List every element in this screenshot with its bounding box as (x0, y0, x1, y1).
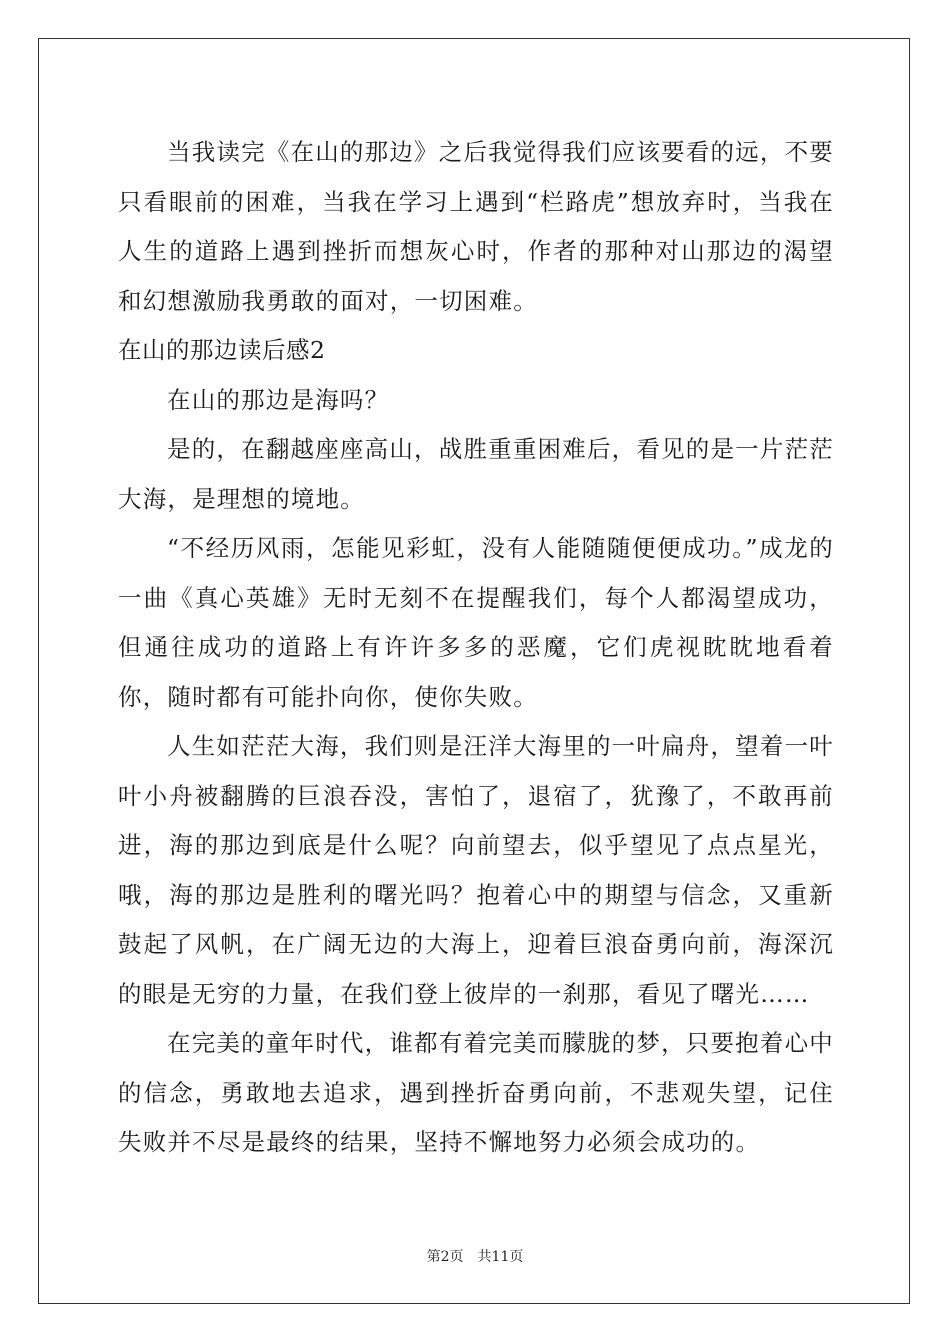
section-heading: 在山的那边读后感2 (118, 336, 326, 364)
paragraph-answer: 是的，在翻越座座高山，战胜重重困难后，看见的是一片茫茫大海，是理想的境地。 (118, 435, 834, 513)
total-page-count: 共11页 (477, 1249, 524, 1265)
page-footer (0, 1246, 950, 1266)
paragraph-question: 在山的那边是海吗？ (167, 385, 390, 414)
paragraph-sea: 人生如茫茫大海，我们则是汪洋大海里的一叶扁舟，望着一叶叶小舟被翻腾的巨浪吞没，害怕了，退宿了，犹豫了，不敢再前进，海的那边到底是什么呢？向前望去，似乎望见了点点星光，哦，海的那边是胜利的曙光吗？抱着心中的期望与信念，又重新鼓起了风帆，在广阔无边的大海上，迎着巨浪奋勇向前，海深沉的眼是无穷的力量，在我们登上彼岸的一刹那，看见了曙光…… (118, 732, 834, 1008)
paragraph-childhood: 在完美的童年时代，谁都有着完美而朦胧的梦，只要抱着心中的信念，勇敢地去追求，遇到挫折奋勇向前，不悲观失望，记住失败并不尽是最终的结果，坚持不懈地努力必须会成功的。 (118, 1029, 834, 1156)
paragraph-quote: “不经历风雨，怎能见彩虹，没有人能随随便便成功。”成龙的一曲《真心英雄》无时无刻不在提醒我们，每个人都渴望成功，但通往成功的道路上有许许多多的恶魔，它们虎视眈眈地看着你，随时都有可能扑向你，使你失败。 (118, 534, 834, 711)
current-page-number: 第2页 (426, 1249, 464, 1265)
paragraph-reflection: 当我读完《在山的那边》之后我觉得我们应该要看的远，不要只看眼前的困难，当我在学习上遇到“栏路虎”想放弃时，当我在人生的道路上遇到挫折而想灰心时，作者的那种对山那边的渴望和幻想激励我勇敢的面对，一切困难。 (118, 138, 834, 315)
document-body (118, 128, 834, 1168)
